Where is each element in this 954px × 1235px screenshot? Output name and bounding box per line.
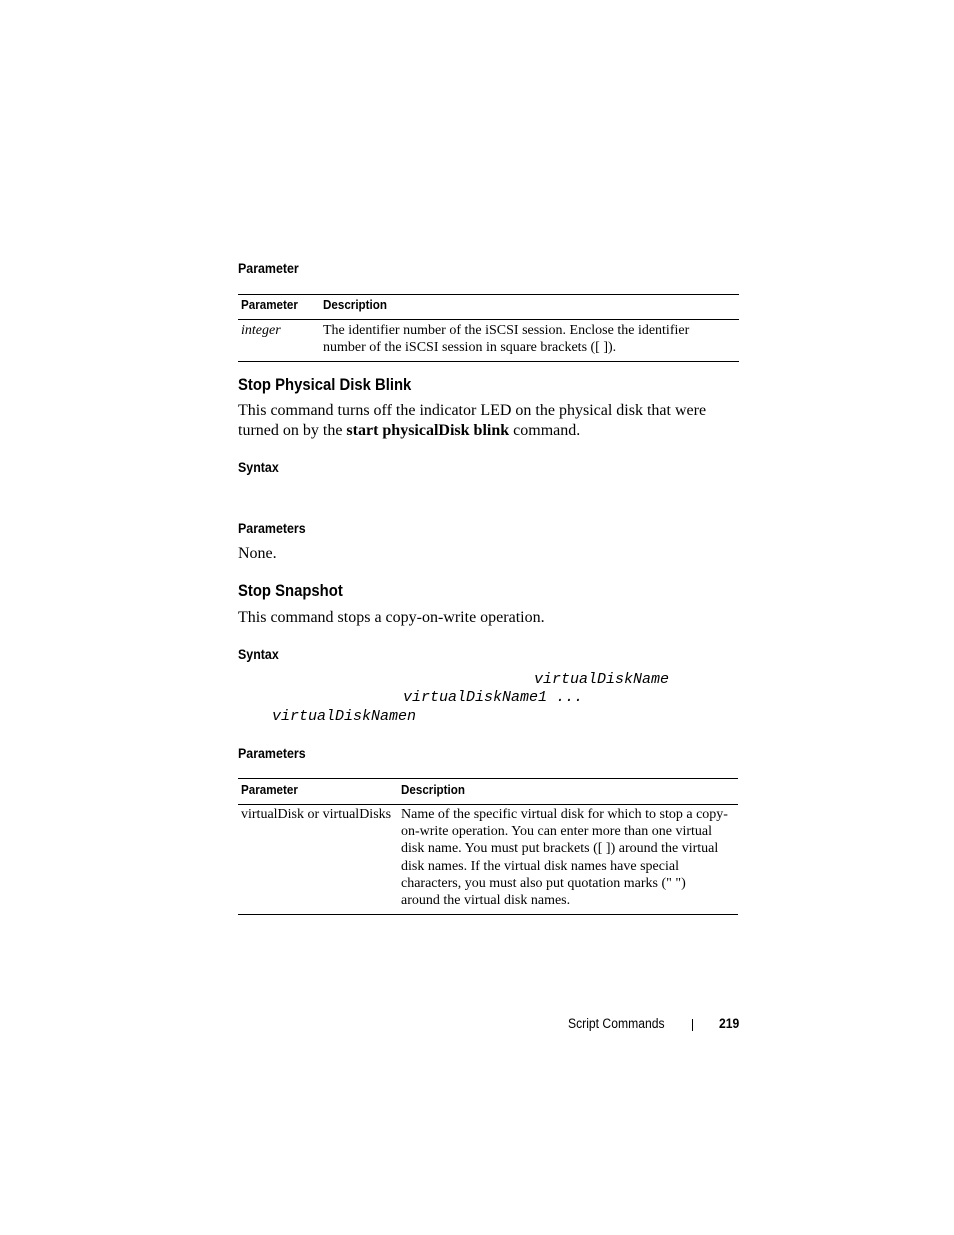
table-cell-desc-line: The identifier number of the iSCSI session. Enclose the identifier [323, 323, 690, 338]
heading-stop-physical-disk-blink: Stop Physical Disk Blink [238, 376, 412, 394]
table-bottom-rule [238, 361, 739, 362]
page-number: 219 [719, 1016, 740, 1031]
table-header-description: Description [401, 783, 465, 797]
command-name: start physicalDisk blink [346, 422, 510, 439]
parameters-text: None. [238, 545, 277, 562]
syntax-code-line: virtualDiskNamen [272, 708, 417, 725]
table-cell-desc-line: disk names. If the virtual disk names have special [401, 859, 679, 874]
table-cell-desc-line: on-write operation. You can enter more than one virtual [401, 824, 713, 839]
table-bottom-rule [238, 914, 738, 915]
body-text-segment: turned on by the [238, 422, 347, 439]
section-label-parameters: Parameters [238, 746, 306, 761]
table-header-description: Description [323, 298, 387, 312]
table-top-rule [238, 778, 738, 779]
heading-stop-snapshot: Stop Snapshot [238, 582, 343, 600]
table-cell-desc-line: disk name. You must put brackets ([ ]) around the virtual [401, 841, 719, 856]
footer-section-title: Script Commands [568, 1016, 665, 1031]
syntax-code-line: virtualDiskName [534, 671, 670, 688]
table-header-parameter: Parameter [241, 783, 298, 797]
table-header-parameter: Parameter [241, 298, 298, 312]
table-top-rule [238, 294, 739, 295]
table-cell-desc-line: characters, you must also put quotation marks (" ") [401, 876, 686, 891]
section-label-parameter: Parameter [238, 261, 299, 276]
table-cell-desc-line: around the virtual disk names. [401, 893, 571, 908]
footer-separator [692, 1019, 693, 1031]
table-header-rule [238, 804, 738, 805]
table-cell-desc-line: number of the iSCSI session in square brackets ([ ]). [323, 340, 617, 355]
table-header-rule [238, 319, 739, 320]
body-line: This command turns off the indicator LED on the physical disk that were [238, 402, 707, 419]
syntax-code-line: virtualDiskName1 ... [403, 689, 584, 706]
body-line [238, 421, 580, 441]
body-line: This command stops a copy-on-write operation. [238, 609, 545, 626]
body-text-segment: command. [509, 422, 581, 439]
section-label-syntax: Syntax [238, 647, 279, 662]
table-cell-desc-line: Name of the specific virtual disk for which to stop a copy- [401, 807, 728, 822]
section-label-parameters: Parameters [238, 521, 306, 536]
table-cell-param: virtualDisk or virtualDisks [241, 807, 392, 822]
table-cell-param: integer [241, 323, 281, 338]
section-label-syntax: Syntax [238, 460, 279, 475]
